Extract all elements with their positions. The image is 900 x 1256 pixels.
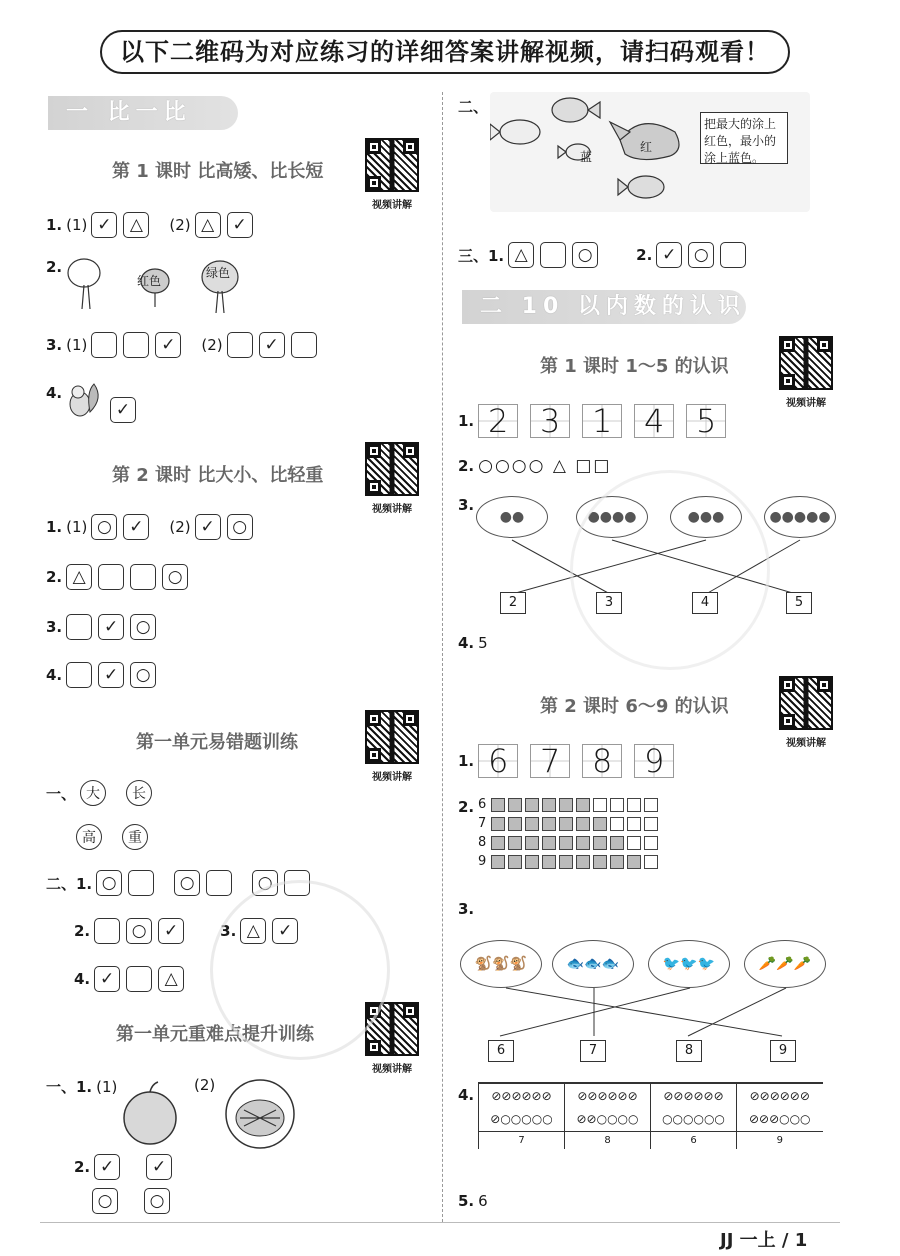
answer-box[interactable] <box>94 918 120 944</box>
qr-code-icon[interactable] <box>365 442 419 496</box>
answer-video-banner: 以下二维码为对应练习的详细答案讲解视频，请扫码观看！ <box>100 30 790 74</box>
q-number: 5. <box>458 1192 475 1210</box>
tree-color-label: 红色 <box>137 274 162 288</box>
grid-cell[interactable] <box>627 836 641 850</box>
answer-box[interactable]: △ <box>195 212 221 238</box>
q-number: 二、1. <box>46 874 93 893</box>
number-box[interactable]: 8 <box>676 1040 702 1062</box>
grid-cell[interactable] <box>593 817 607 831</box>
answer-box[interactable]: ○ <box>227 514 253 540</box>
q-number: 4. <box>46 384 63 402</box>
watermark-stamp <box>570 470 770 670</box>
grid-cell[interactable] <box>559 798 573 812</box>
tree-color-label: 绿色 <box>206 266 231 280</box>
traced-digit: 6 <box>478 744 518 778</box>
qr-lesson1[interactable] <box>362 138 422 211</box>
answer-box[interactable]: ✓ <box>227 212 253 238</box>
grid-cell[interactable] <box>644 817 658 831</box>
grid-cell[interactable] <box>627 855 641 869</box>
grid-cell[interactable] <box>576 855 590 869</box>
qr-lesson2[interactable] <box>362 442 422 515</box>
page-number: JJ 一上 / 1 <box>720 1230 808 1251</box>
answer-box[interactable] <box>720 242 746 268</box>
qr-error-practice[interactable] <box>362 710 422 783</box>
hard-q2-row2 <box>92 1188 172 1214</box>
q-number: 2. <box>46 258 63 276</box>
r-l1-q4 <box>458 634 488 652</box>
grid-row <box>478 816 658 831</box>
circled-word[interactable]: 长 <box>126 780 152 806</box>
animal-plate: 🐒🐒🐒 <box>460 940 542 988</box>
answer-box[interactable]: △ <box>158 966 184 992</box>
grid-cell[interactable] <box>559 836 573 850</box>
qr-caption: 视频讲解 <box>372 1064 412 1075</box>
q-part: (2) <box>194 1076 216 1094</box>
l2-question-4 <box>46 662 158 688</box>
table-cell: 6 <box>651 1131 737 1149</box>
r-lesson-1-title: 第 1 课时 1～5 的认识 <box>540 356 729 377</box>
traced-digit: 3 <box>530 404 570 438</box>
r-l2-q2 <box>458 798 474 816</box>
answer-box[interactable]: ✓ <box>656 242 682 268</box>
bottom-rule <box>40 1222 840 1223</box>
err-section-1 <box>46 780 168 806</box>
traced-digit: 5 <box>686 404 726 438</box>
tiger-icon <box>224 1078 296 1152</box>
grid-cell[interactable] <box>525 798 539 812</box>
fish-color-label: 蓝 <box>580 150 593 164</box>
animal-plate: 🥕🥕🥕 <box>744 940 826 988</box>
table-cell: ⊘⊘⊘⊘⊘⊘ <box>479 1083 565 1107</box>
grid-cell[interactable] <box>576 836 590 850</box>
r-lesson-2-title: 第 2 课时 6～9 的认识 <box>540 696 729 717</box>
circled-word[interactable]: 高 <box>76 824 102 850</box>
grid-cell[interactable] <box>542 836 556 850</box>
answer-box[interactable]: ✓ <box>110 397 136 423</box>
answer-box[interactable]: ✓ <box>259 332 285 358</box>
lesson-1-title: 第 1 课时 比高矮、比长短 <box>112 161 324 182</box>
answer-box[interactable] <box>126 966 152 992</box>
answer-box[interactable]: △ <box>66 564 92 590</box>
answer-box[interactable]: ○ <box>91 514 117 540</box>
unit-one-header: 一 比一比 <box>48 96 238 130</box>
table-cell: ⊘⊘⊘⊘⊘⊘ <box>651 1083 737 1107</box>
answer-box[interactable] <box>130 564 156 590</box>
traced-digit: 8 <box>582 744 622 778</box>
table-cell: ⊘○○○○○ <box>479 1107 565 1131</box>
q-number: 三、1. <box>458 246 505 265</box>
q-number: 2. <box>74 922 91 940</box>
q-number: 4. <box>458 1086 475 1104</box>
number-box[interactable]: 7 <box>580 1040 606 1062</box>
q-number: 2. <box>458 798 475 816</box>
answer-box[interactable]: ○ <box>92 1188 118 1214</box>
table-cell: 9 <box>737 1131 823 1149</box>
number-box[interactable]: 3 <box>596 592 622 614</box>
r-l2-q5 <box>458 1192 488 1210</box>
l1-question-4 <box>46 384 62 402</box>
q-number: 3. <box>458 496 475 514</box>
q-part: (2) <box>201 336 223 354</box>
q-number: 2. <box>458 457 475 475</box>
grid-row-label: 7 <box>478 816 487 831</box>
l2-question-1 <box>46 514 255 540</box>
q-part: (2) <box>169 216 191 234</box>
q-number: 4. <box>46 666 63 684</box>
l2-question-3 <box>46 614 158 640</box>
q-number: 2. <box>46 568 63 586</box>
circled-word[interactable]: 大 <box>80 780 106 806</box>
traced-digit: 2 <box>478 404 518 438</box>
grid-row <box>478 835 658 850</box>
qr-r-lesson2[interactable] <box>776 676 836 749</box>
answer-value: 5 <box>478 634 488 652</box>
qr-caption: 视频讲解 <box>372 772 412 783</box>
qr-code-icon[interactable] <box>365 710 419 764</box>
answer-box[interactable]: ✓ <box>98 614 124 640</box>
animal-plate: 🐟🐟🐟 <box>552 940 634 988</box>
grid-cell[interactable] <box>593 855 607 869</box>
grid-cell[interactable] <box>627 798 641 812</box>
answer-box[interactable]: ✓ <box>91 212 117 238</box>
table-cell: ○○○○○○ <box>651 1107 737 1131</box>
number-box[interactable]: 5 <box>786 592 812 614</box>
grid-cell[interactable] <box>491 798 505 812</box>
answer-box[interactable]: ✓ <box>123 514 149 540</box>
grid-cell[interactable] <box>627 817 641 831</box>
answer-box[interactable]: ✓ <box>272 918 298 944</box>
grid-cell[interactable] <box>576 817 590 831</box>
traced-digit: 7 <box>530 744 570 778</box>
q-number: 3. <box>46 336 63 354</box>
grid-cell[interactable] <box>576 798 590 812</box>
number-box[interactable]: 9 <box>770 1040 796 1062</box>
l1-question-1 <box>46 212 255 238</box>
grid-cell[interactable] <box>593 836 607 850</box>
table-cell: ⊘⊘⊘⊘⊘⊘ <box>737 1083 823 1107</box>
r-l2-q3 <box>458 900 474 918</box>
q-number: 4. <box>74 970 91 988</box>
qr-r-lesson1[interactable] <box>776 336 836 409</box>
answer-box[interactable]: ○ <box>126 918 152 944</box>
fish-icon <box>618 176 664 198</box>
l1-question-3 <box>46 332 319 358</box>
qr-code-icon[interactable] <box>779 336 833 390</box>
answer-box[interactable]: ✓ <box>146 1154 172 1180</box>
table-cell: ⊘⊘⊘○○○ <box>737 1107 823 1131</box>
grid-cell[interactable] <box>525 817 539 831</box>
fruit-plate: ●●● <box>670 496 742 538</box>
grid-row <box>478 797 658 812</box>
answer-box[interactable] <box>227 332 253 358</box>
grid-row-label: 6 <box>478 797 487 812</box>
r-l1-q3 <box>458 496 474 514</box>
circled-word[interactable]: 重 <box>122 824 148 850</box>
grid-cell[interactable] <box>593 798 607 812</box>
grid-cell[interactable] <box>508 817 522 831</box>
q-number: 1. <box>458 412 475 430</box>
q-number: 3. <box>220 922 237 940</box>
number-box[interactable]: 2 <box>500 592 526 614</box>
q-part: (1) <box>66 518 88 536</box>
answer-box[interactable]: ✓ <box>94 1154 120 1180</box>
q-number: 2. <box>74 1158 91 1176</box>
grid-row-label: 9 <box>478 854 487 869</box>
q-number: 2. <box>636 246 653 264</box>
grid-cell[interactable] <box>644 798 658 812</box>
hard-practice-title: 第一单元重难点提升训练 <box>116 1024 314 1045</box>
traced-digit: 9 <box>634 744 674 778</box>
grid-cell[interactable] <box>508 836 522 850</box>
qr-caption: 视频讲解 <box>786 398 826 409</box>
q-number: 4. <box>458 634 475 652</box>
answer-box[interactable]: △ <box>240 918 266 944</box>
grid-cell[interactable] <box>644 855 658 869</box>
table-cell: 8 <box>565 1131 651 1149</box>
answer-box[interactable]: ○ <box>130 662 156 688</box>
grid-cell[interactable] <box>491 836 505 850</box>
answer-box[interactable] <box>66 614 92 640</box>
answer-value: 6 <box>478 1192 488 1210</box>
grid-cell[interactable] <box>559 855 573 869</box>
answer-box[interactable]: ○ <box>130 614 156 640</box>
shape-answer: ○○○○ △ □□ <box>478 456 612 476</box>
fish-icon <box>552 98 600 122</box>
grid-cell[interactable] <box>644 836 658 850</box>
q-number: 3. <box>458 900 475 918</box>
q-number: 1. <box>458 752 475 770</box>
answer-box[interactable]: ○ <box>252 870 278 896</box>
q-part: (1) <box>96 1077 118 1096</box>
r-l2-q4 <box>458 1086 474 1104</box>
grid-cell[interactable] <box>559 817 573 831</box>
q-part: (2) <box>169 518 191 536</box>
answer-box[interactable]: ○ <box>96 870 122 896</box>
instruction-note: 把最大的涂上红色，最小的涂上蓝色。 <box>700 112 788 164</box>
answer-box[interactable]: ○ <box>572 242 598 268</box>
qr-code-icon[interactable] <box>365 138 419 192</box>
table-cell: ⊘⊘⊘⊘⊘⊘ <box>565 1083 651 1107</box>
grid-cell[interactable] <box>525 855 539 869</box>
answer-box[interactable] <box>206 870 232 896</box>
answer-box[interactable]: ○ <box>144 1188 170 1214</box>
q-part: (1) <box>66 216 88 234</box>
answer-box[interactable] <box>291 332 317 358</box>
count-table <box>478 1082 823 1149</box>
hard-q1 <box>46 1076 117 1097</box>
answer-box[interactable]: ✓ <box>195 514 221 540</box>
answer-box[interactable]: ✓ <box>155 332 181 358</box>
grid-row-label: 8 <box>478 835 487 850</box>
fruit-plate: ●●●●● <box>764 496 836 538</box>
answer-box[interactable] <box>98 564 124 590</box>
answer-box[interactable] <box>540 242 566 268</box>
fruit-plate: ●●●● <box>576 496 648 538</box>
fish-icon <box>490 120 540 144</box>
q-number: 1. <box>46 216 63 234</box>
table-cell: 7 <box>479 1131 565 1149</box>
animal-plate: 🐦🐦🐦 <box>648 940 730 988</box>
q-number: 1. <box>46 518 63 536</box>
fish-color-label: 红 <box>640 140 653 154</box>
tree-icon <box>68 259 100 309</box>
number-box[interactable]: 4 <box>692 592 718 614</box>
r-l2-q1 <box>458 744 682 778</box>
grid-cell[interactable] <box>508 855 522 869</box>
unit-two-header: 二 10 以内数的认识 <box>462 290 746 324</box>
answer-box[interactable]: ○ <box>162 564 188 590</box>
hard-q2 <box>74 1154 174 1180</box>
matching-lines <box>470 986 830 1040</box>
r-section-3 <box>458 242 748 268</box>
answer-box[interactable]: ○ <box>174 870 200 896</box>
answer-box[interactable] <box>66 662 92 688</box>
lesson-2-title: 第 2 课时 比大小、比轻重 <box>112 465 324 486</box>
l2-question-2 <box>46 564 190 590</box>
grid-cell[interactable] <box>610 855 624 869</box>
grid-cell[interactable] <box>610 817 624 831</box>
grid-cell[interactable] <box>525 836 539 850</box>
qr-code-icon[interactable] <box>779 676 833 730</box>
column-divider <box>442 92 443 1222</box>
answer-box[interactable]: ✓ <box>158 918 184 944</box>
grid-cell[interactable] <box>491 817 505 831</box>
number-box[interactable]: 6 <box>488 1040 514 1062</box>
grid-cell[interactable] <box>508 798 522 812</box>
squirrel-icon <box>66 378 106 422</box>
grid-cell[interactable] <box>542 817 556 831</box>
traced-digit: 4 <box>634 404 674 438</box>
q-part: (1) <box>66 336 88 354</box>
answer-box[interactable] <box>128 870 154 896</box>
qr-caption: 视频讲解 <box>786 738 826 749</box>
r-section-2 <box>458 96 488 117</box>
grid-cell[interactable] <box>491 855 505 869</box>
answer-box[interactable]: ○ <box>688 242 714 268</box>
answer-box[interactable] <box>123 332 149 358</box>
table-cell: ⊘⊘○○○○ <box>565 1107 651 1131</box>
qr-caption: 视频讲解 <box>372 200 412 211</box>
fill-grid <box>478 797 658 869</box>
fruit-plate: ●● <box>476 496 548 538</box>
answer-box[interactable]: ✓ <box>98 662 124 688</box>
r-l1-q1 <box>458 404 734 438</box>
grid-cell[interactable] <box>542 798 556 812</box>
grid-cell[interactable] <box>610 798 624 812</box>
watermark-stamp <box>210 880 390 1060</box>
answer-box[interactable]: △ <box>508 242 534 268</box>
error-practice-title: 第一单元易错题训练 <box>136 732 298 753</box>
err-section-1-row2 <box>76 824 164 850</box>
grid-row <box>478 854 658 869</box>
q-number: 二、 <box>458 98 489 116</box>
qr-caption: 视频讲解 <box>372 504 412 515</box>
q-number: 3. <box>46 618 63 636</box>
err-section-2-q4 <box>74 966 186 992</box>
apple-icon <box>120 1080 180 1150</box>
grid-cell[interactable] <box>610 836 624 850</box>
grid-cell[interactable] <box>542 855 556 869</box>
answer-box[interactable]: ✓ <box>94 966 120 992</box>
q-number: 一、1. <box>46 1078 93 1096</box>
answer-box[interactable]: △ <box>123 212 149 238</box>
answer-box[interactable] <box>91 332 117 358</box>
r-l1-q2 <box>458 456 611 476</box>
fish-illustration <box>490 92 700 212</box>
q-number: 一、 <box>46 784 77 803</box>
traced-digit: 1 <box>582 404 622 438</box>
